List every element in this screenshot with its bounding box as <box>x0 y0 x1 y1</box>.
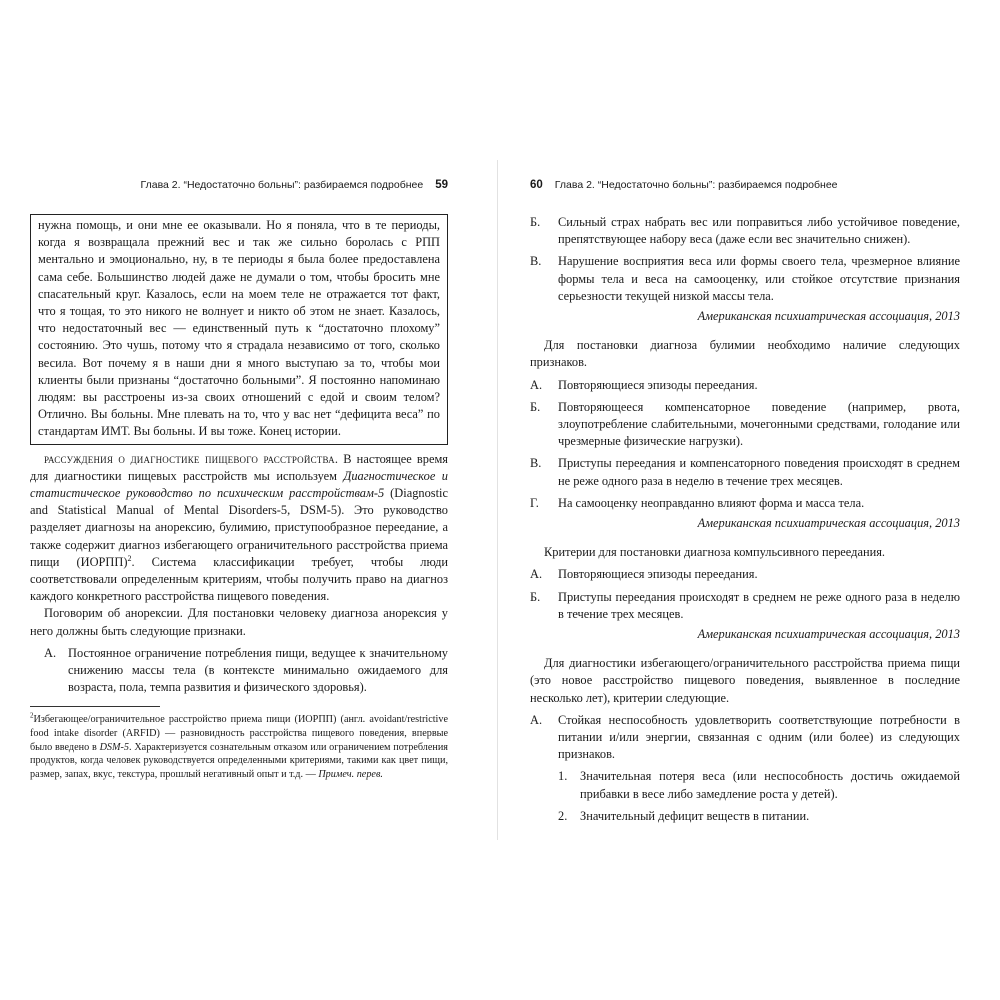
list-item <box>530 455 960 489</box>
list-item <box>530 712 960 764</box>
list-text: Приступы переедания и компенсаторного поведения происходят в среднем не реже одного раза в неделю в течение трех месяцев. <box>558 456 960 488</box>
footnote-text-a: Избегающее/ограничительное расстройство приема пищи (ИОРПП) (англ. avoidant/restrictive food intake disorder (ARFID) — разновидность расстройства пищевого поведения, впервые было введено в <box>30 714 448 753</box>
left-page <box>30 178 448 781</box>
testimonial-text: нужна помощь, и они мне ее оказывали. Но я поняла, что в те периоды, когда я возвращала прежний вес и так же сильно боролась с РПП ментально и эмоционально, ну, в те периоды я была более предоставлена сама себе. Большинство людей даже не думали о том, чтобы бросить мне спасательный круг. Казалось, если на моем теле не отражается тот факт, что я тощая, то это никого не волнует и никто об этом не знает. Казалось, что недостаточный вес — единственный путь к “достаточно плохому” состоянию. Это чушь, потому что я страдала независимо от того, сколько весила. Вот почему я в наши дни я много выступаю за то, чтобы мои клиенты были признаны “достаточно больными”. Я постоянно напоминаю людям: вы расстроены из-за своих отношений с едой и своим телом? Отлично. Вы больны. Мне плевать на то, что у вас нет “дефицита веса” по стандартам ИМТ. Вы больны. И вы тоже. Конец истории. <box>38 218 440 439</box>
arfid-intro: Для диагностики избегающего/ограничительного расстройства приема пищи (это новое расстройство пищевого поведения, выявленное в последние несколько лет), критерии следующие. <box>530 656 960 705</box>
list-marker: 2. <box>558 808 568 823</box>
footnote-dsm: DSM-5 <box>99 741 129 753</box>
list-text: Постоянное ограничение потребления пищи, ведущее к значительному снижению массы тела (в контексте минимально ожидаемого для возраста, пола, темпа развития и физического здоровья). <box>68 645 448 695</box>
list-item <box>30 645 448 697</box>
list-text: Повторяющееся компенсаторное поведение (например, рвота, злоупотребление слабительными, мочегонными средствами, голодание или чрезмерные физические нагрузки). <box>558 399 960 449</box>
list-text: Нарушение восприятия веса или формы своего тела, чрезмерное влияние формы тела и веса на самооценку, или стойкое отсутствие признания серьезности текущей низкой массы тела. <box>558 254 960 303</box>
list-item <box>558 808 960 825</box>
list-text: На самооценку неоправданно влияют форма и масса тела. <box>558 495 865 510</box>
list-text: Значительная потеря веса (или неспособность достичь ожидаемой прибавки в весе либо замедление роста у детей). <box>580 769 960 801</box>
right-page-number: 60 <box>530 179 543 191</box>
right-running-head <box>530 178 960 192</box>
footnote-number: 2 <box>30 712 34 721</box>
list-item <box>530 566 960 583</box>
list-marker: А. <box>530 567 543 582</box>
footnote-text-b: . Характеризуется сознательным отказом или ограничением потребления продуктов, когда человек руководствуется определенными критериями, такими как цвет пищи, размер, запах, вкус, текстура, прошлый негативный опыт и т.д. — <box>30 741 448 780</box>
dsm-title: Диагностическое и статистическое руководство по психическим расстройствам-5 <box>30 468 449 501</box>
source-citation: Американская психиатрическая ассоциация, 2013 <box>697 516 960 531</box>
list-marker: Б. <box>530 399 541 414</box>
bulimia-criteria-list <box>530 377 960 512</box>
source-citation: Американская психиатрическая ассоциация, 2013 <box>697 627 960 642</box>
list-text: Значительный дефицит веществ в питании. <box>580 808 810 823</box>
footnote-note: Примеч. перев. <box>318 768 383 780</box>
right-chapter-title: Глава 2. “Недостаточно больны”: разбираемся подробнее <box>554 179 838 191</box>
list-text: Приступы переедания происходят в среднем не реже одного раза в неделю в течение трех месяцев. <box>558 589 960 621</box>
source-citation: Американская психиатрическая ассоциация, 2013 <box>697 309 960 324</box>
list-text: Повторяющиеся эпизоды переедания. <box>558 377 758 392</box>
right-page <box>530 178 960 825</box>
arfid-sub-list <box>530 768 960 825</box>
list-item <box>530 253 960 305</box>
list-item <box>530 399 960 451</box>
binge-intro: Критерии для постановки диагноза компульсивного переедания. <box>544 545 886 560</box>
anorexia-criteria-list <box>30 645 448 697</box>
book-gutter <box>497 160 498 840</box>
list-marker: В. <box>530 254 542 269</box>
binge-criteria-list <box>530 566 960 623</box>
list-marker: 1. <box>558 769 568 784</box>
footnote-rule <box>30 706 160 707</box>
list-item <box>530 377 960 394</box>
testimonial-box <box>30 214 448 445</box>
left-chapter-title: Глава 2. “Недостаточно больны”: разбираемся подробнее <box>140 179 424 191</box>
footnote-ref: 2 <box>127 553 132 563</box>
list-text: Повторяющиеся эпизоды переедания. <box>558 567 758 582</box>
list-item <box>530 214 960 248</box>
left-running-head <box>30 178 448 192</box>
list-item <box>530 589 960 623</box>
arfid-criteria-list <box>530 712 960 764</box>
section-paragraph-1 <box>30 451 448 606</box>
list-item <box>530 495 960 512</box>
list-marker: А. <box>530 712 543 727</box>
section-text-b: (Diagnostic and Statistical Manual of Mental Disorders-5, DSM-5). Это руководство разделяет диагнозы на анорексию, булимию, приступообразное переедание, а также содержит диагноз избегающего ограничительного расстройства приема пищи (ИОРПП) <box>30 486 448 569</box>
list-item <box>558 768 960 802</box>
footnote <box>30 713 448 781</box>
section-heading: рассуждения о диагностике пищевого расстройства. <box>44 451 339 466</box>
list-marker: А. <box>530 377 543 392</box>
list-marker: Б. <box>530 215 541 229</box>
left-page-number: 59 <box>435 179 448 191</box>
anorexia-criteria-continued <box>530 214 960 305</box>
list-marker: Г. <box>530 495 539 510</box>
list-marker: Б. <box>530 589 541 604</box>
bulimia-intro: Для постановки диагноза булимии необходимо наличие следующих признаков. <box>530 338 960 370</box>
list-text: Сильный страх набрать вес или поправиться либо устойчивое поведение, препятствующее набору веса (даже если вес значительно снижен). <box>558 215 960 247</box>
section-text-a: В настоящее время для диагностики пищевых расстройств мы используем <box>30 451 448 483</box>
section-paragraph-2: Поговорим об анорексии. Для постановки человеку диагноза анорексия у него должны быть следующие признаки. <box>30 606 448 638</box>
list-text: Стойкая неспособность удовлетворить соответствующие потребности в питании и/или энергии, связанная с одним (или более) из следующих признаков. <box>558 712 960 762</box>
list-marker: А. <box>44 645 57 660</box>
list-marker: В. <box>530 456 542 471</box>
section-text-c: . Система классификации требует, чтобы люди соответствовали определенным критериям, чтобы получить право на диагноз каждого конкретного расстройства пищевого поведения. <box>30 554 448 604</box>
